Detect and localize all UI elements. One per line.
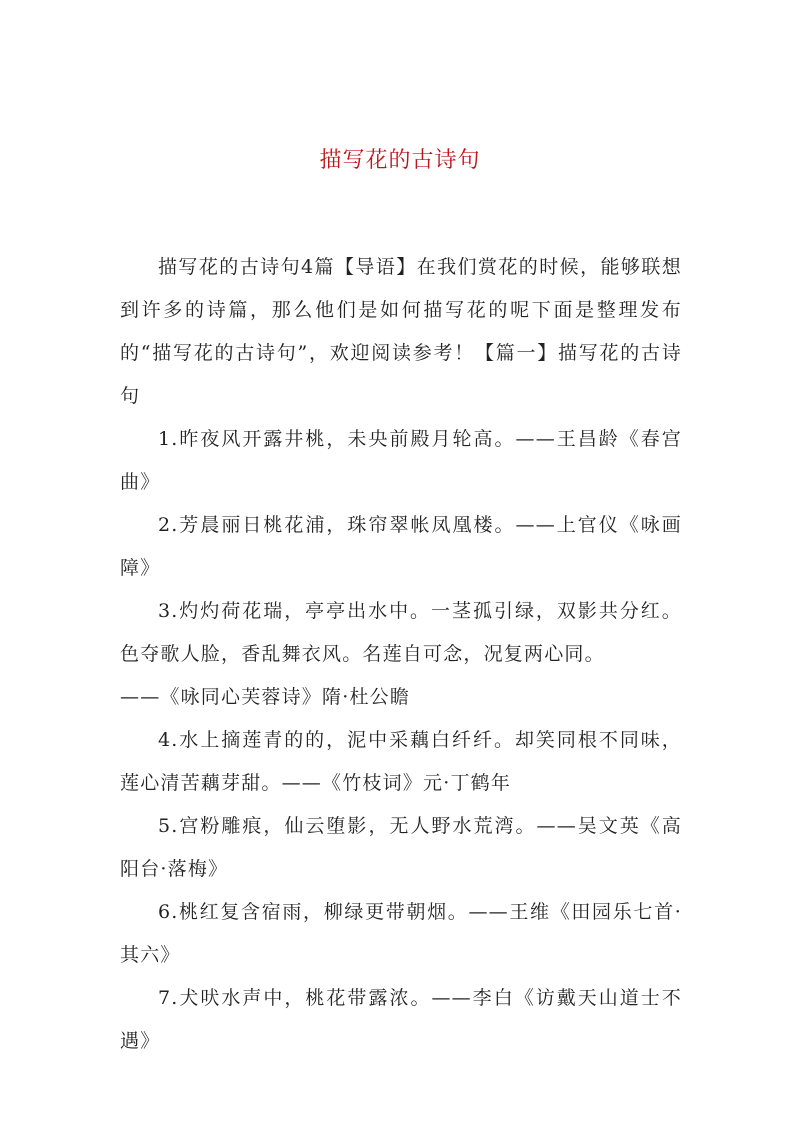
poem-item-6: 6.桃红复含宿雨，柳绿更带朝烟。——王维《田园乐七首·其六》 xyxy=(120,901,682,966)
poem-item-4: 4.水上摘莲青的的，泥中采藕白纤纤。却笑同根不同味，莲心清苦藕芽甜。——《竹枝词》元·丁鹤年 xyxy=(120,729,682,794)
poem-item-1: 1.昨夜风开露井桃，未央前殿月轮高。——王昌龄《春宫曲》 xyxy=(120,428,682,493)
document-title: 描写花的古诗句 xyxy=(319,148,481,173)
poem-item-7: 7.犬吠水声中，桃花带露浓。——李白《访戴天山道士不遇》 xyxy=(120,987,682,1052)
poem-item-3 xyxy=(120,590,682,719)
poem-item-3-text: 3.灼灼荷花瑞，亭亭出水中。一茎孤引绿，双影共分红。色夺歌人脸，香乱舞衣风。名莲自可念，况复两心同。 xyxy=(120,600,682,665)
intro-paragraph: 描写花的古诗句4篇【导语】在我们赏花的时候，能够联想到许多的诗篇，那么他们是如何描写花的呢下面是整理发布的“描写花的古诗句”，欢迎阅读参考！【篇一】描写花的古诗句 xyxy=(120,256,682,407)
poem-item-2: 2.芳晨丽日桃花浦，珠帘翠帐凤凰楼。——上官仪《咏画障》 xyxy=(120,514,682,579)
poem-item-3-attribution: ——《咏同心芙蓉诗》隋·杜公瞻 xyxy=(120,686,411,708)
document-body xyxy=(120,246,682,1063)
poem-item-5: 5.宫粉雕痕，仙云堕影，无人野水荒湾。——吴文英《高阳台·落梅》 xyxy=(120,815,682,880)
